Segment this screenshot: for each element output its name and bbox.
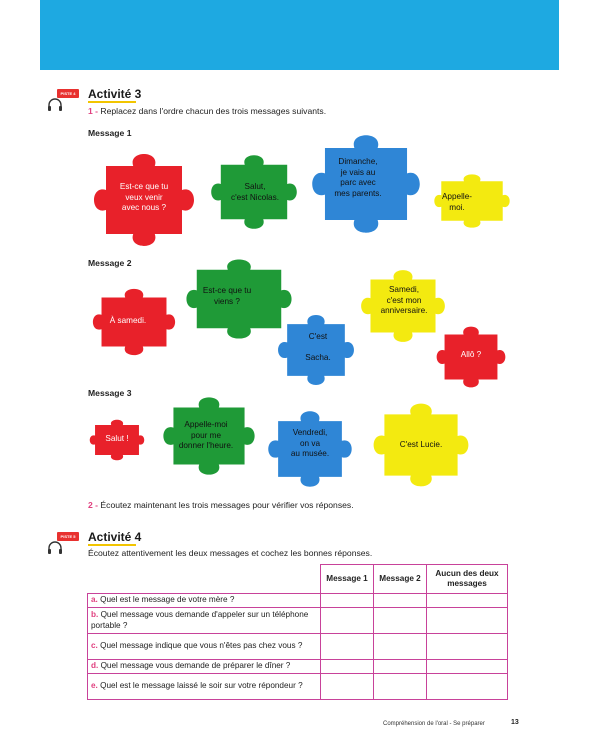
puzzle-piece-text: Vendredi, on va au musée.	[290, 428, 330, 458]
question-cell: d. Quel message vous demande de préparer le dîner ?	[88, 660, 321, 674]
headphones-icon	[47, 98, 63, 112]
checkbox-cell[interactable]	[321, 594, 374, 608]
table-corner	[88, 565, 321, 594]
table-row	[88, 608, 508, 634]
instruction-2: 2 - Écoutez maintenant les trois messages pour vérifier vos réponses.	[88, 500, 354, 510]
checkbox-cell[interactable]	[374, 660, 427, 674]
track-badge: PISTE 4	[57, 89, 79, 98]
column-header: Message 2	[374, 565, 427, 594]
puzzle-piece-text: C'est Lucie.	[399, 440, 443, 449]
puzzle-piece-text: Salut !	[105, 434, 129, 443]
question-cell: b. Quel message vous demande d'appeler sur un téléphone portable ?	[88, 608, 321, 634]
puzzle-piece[interactable]	[208, 152, 300, 232]
message-1-label: Message 1	[88, 128, 132, 138]
checkbox-cell[interactable]	[374, 594, 427, 608]
checkbox-cell[interactable]	[321, 634, 374, 660]
table-row	[88, 674, 508, 700]
message-3-label: Message 3	[88, 388, 132, 398]
puzzle-piece[interactable]	[275, 312, 357, 388]
checkbox-cell[interactable]	[374, 608, 427, 634]
puzzle-piece[interactable]	[265, 408, 355, 490]
checkbox-cell[interactable]	[374, 674, 427, 700]
checkbox-cell[interactable]	[321, 660, 374, 674]
puzzle-piece-text: C'est Sacha.	[305, 332, 331, 362]
checkbox-cell[interactable]	[427, 634, 508, 660]
puzzle-piece[interactable]	[434, 324, 508, 390]
table-row	[88, 634, 508, 660]
checkbox-cell[interactable]	[427, 674, 508, 700]
checkbox-cell[interactable]	[321, 608, 374, 634]
puzzle-piece-text: Est-ce que tu viens ?	[202, 286, 252, 306]
instruction-1: 1 - Replacez dans l'ordre chacun des trois messages suivants.	[88, 106, 327, 116]
table-row	[88, 594, 508, 608]
puzzle-piece-text: Samedi, c'est mon anniversaire.	[380, 285, 428, 315]
puzzle-piece[interactable]	[308, 131, 424, 237]
page-number: 13	[511, 719, 519, 726]
puzzle-piece-text: À samedi.	[109, 316, 147, 325]
checkbox-cell[interactable]	[427, 608, 508, 634]
puzzle-piece-text: Dimanche, je vais au parc avec mes parents.	[334, 157, 382, 198]
checkbox-cell[interactable]	[321, 674, 374, 700]
question-cell: a. Quel est le message de votre mère ?	[88, 594, 321, 608]
checkbox-cell[interactable]	[374, 634, 427, 660]
column-header: Aucun des deux messages	[427, 565, 508, 594]
activity-4-title: Activité 4	[88, 530, 142, 544]
title-underline	[88, 101, 136, 103]
puzzle-piece[interactable]	[432, 172, 512, 230]
puzzle-piece[interactable]	[90, 286, 178, 358]
puzzle-piece-text: Salut, c'est Nicolas.	[231, 182, 279, 202]
puzzle-piece-text: Est-ce que tu veux venir avec nous ?	[119, 182, 169, 212]
puzzle-piece-text: Allô ?	[460, 350, 482, 359]
title-underline	[88, 544, 136, 546]
question-cell: e. Quel est le message laissé le soir sur votre répondeur ?	[88, 674, 321, 700]
checkbox-cell[interactable]	[427, 660, 508, 674]
track-badge: PISTE 5	[57, 532, 79, 541]
table-row	[88, 660, 508, 674]
headphones-icon	[47, 541, 63, 555]
puzzle-piece[interactable]	[370, 400, 472, 490]
puzzle-piece[interactable]	[90, 150, 198, 250]
answer-table	[87, 564, 508, 700]
question-cell: c. Quel message indique que vous n'êtes pas chez vous ?	[88, 634, 321, 660]
footer-section: Compréhension de l'oral - Se préparer	[383, 721, 485, 727]
puzzle-piece-text: Appelle-moi pour me donner l'heure.	[178, 420, 234, 450]
message-2-label: Message 2	[88, 258, 132, 268]
header-banner	[40, 0, 559, 70]
column-header: Message 1	[321, 565, 374, 594]
puzzle-piece[interactable]	[160, 394, 258, 478]
instruction-activity-4: Écoutez attentivement les deux messages et cochez les bonnes réponses.	[88, 548, 373, 558]
checkbox-cell[interactable]	[427, 594, 508, 608]
activity-3-title: Activité 3	[88, 87, 142, 101]
puzzle-piece-text: Appelle- moi.	[441, 192, 473, 212]
puzzle-piece[interactable]	[88, 418, 146, 462]
